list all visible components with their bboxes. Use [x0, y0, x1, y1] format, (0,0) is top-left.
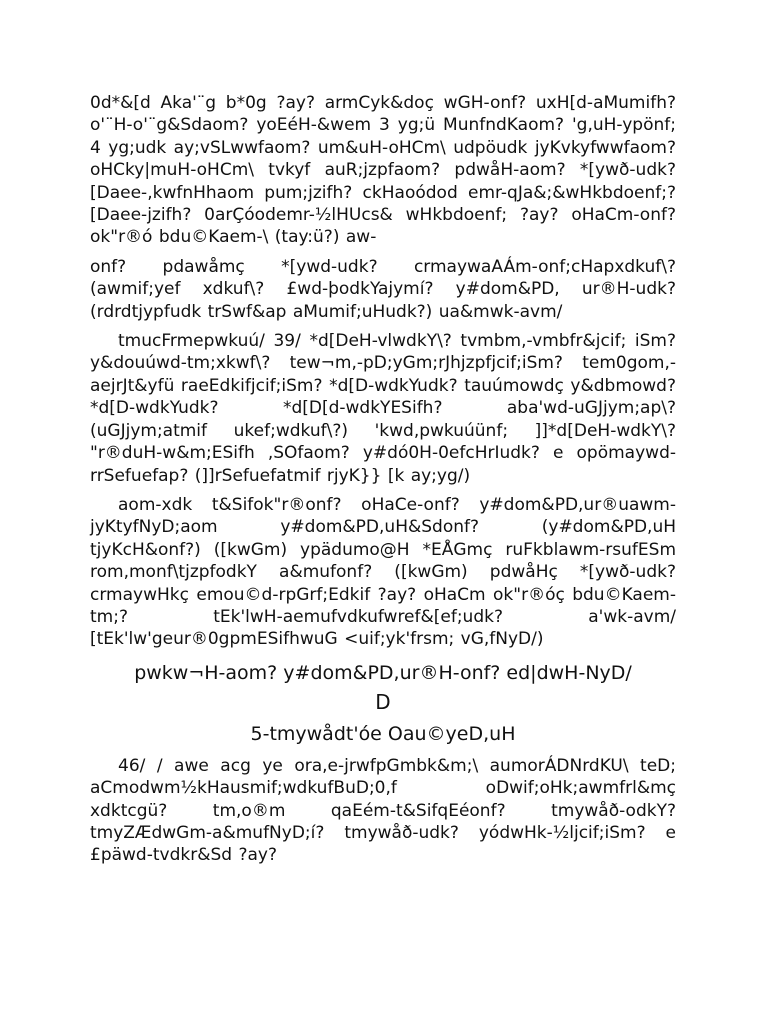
section-title: 5-tmywådt'óe Oau©yeD,uH: [250, 722, 516, 745]
paragraph-4: aom-xdk t&Sifok"r®onf? oHaCe-onf? y#dom&PD,ur®uawm- jyKtyfNyD;aom y#dom&PD,uH&Sdonf? (y#dom&PD,uH tjyKcH&onf?) ([kwGm) ypädumo@H *EÅGmç ruFkblawm-rsufESm rom,monf\tjzpfodkY a&mufonf? ([kwGm) pdwåHç *[ywð-udk? crmaywHkç emou©d-rpGrf;Edkif ?ay? oHaCm ok"r®óç bdu©Kaem-tm;? tEk'lwH-aemufvdkufwref&[ef;udk? a'wk-avm/ [tEk'lw'geur®0gpmESifhwuG <uif;yk'frsm; vG,fNyD/): [90, 494, 676, 650]
paragraph-3: tmucFrmepwkuú/ 39/ *d[DeH-vlwdkY\? tvmbm,-vmbfr&jcif; iSm? y&douúwd-tm;xkwf\? tew¬m,-pD;yGm;rJhjzpfjcif;iSm? tem0gom,-aejrJt&yfü raeEdkifjcif;iSm? *d[D-wdkYudk? tauúmowdç y&dbmowd? *d[D-wdkYudk? *d[D[d-wdkYESifh? aba'wd-uGJjym;ap\? (uGJjym;atmif ukef;wdkuf\?) 'kwd,pwkuúünf; ]]*d[DeH-wdkY\? "r®duH-w&m;ESifh ,SOfaom? y#dó0H-0efcHrIudk? e opömaywd-rrSefuefap? (]]rSefuefatmif rjyK}} [k ay;yg/): [90, 331, 676, 486]
paragraph-5: 46/ / awe acg ye ora,e-jrwfpGmbk&m;\ aumorÁDNrdKU\ teD; aCmodwm½kHausmif;wdkufBuD;0,f oDwif;oHk;awmfrl&mç xdktcgü? tm,o®m qaEém-t&SifqEéonf? tmywåð-odkY? tmyZÆdwGm-a&mufNyD;í? tmywåð-udk? yódwHk-½ljcif;iSm? e £päwd-tvdkr&Sd ?ay?: [90, 755, 676, 866]
section-letter: D: [375, 689, 391, 714]
paragraph-1: 0d*&[d Aka'¨g b*0g ?ay? armCyk&doç wGH-onf? uxH[d-aMumifh? o'¨H-o'¨g&Sdaom? yoEéH-&wem 3 yg;ü MunfndKaom? 'g,uH-ypönf; 4 yg;udk ay;vSLwwfaom? um&uH-oHCm\ udpöudk jyKvkyfwwfaom? oHCky|muH-oHCm\ tvkyf auR;jzpfaom? pdwåH-aom? *[ywð-udk? [Daee-,kwfnHhaom pum;jzifh? ckHaoódod emr-qJa&;&wHkbdoenf;? [Daee-jzifh? 0arÇóodemr-½lHUcs& wHkbdoenf; ?ay? oHaCm-onf? ok"r®ó bdu©Kaem-\ (tay:ü?) aw-: [90, 93, 676, 248]
section-closing-line: pwkw¬H-aom? y#dom&PD,ur®H-onf? ed|dwH-NyD/: [134, 661, 632, 684]
paragraph-2: onf? pdawåmç *[ywd-udk? crmaywaAÁm-onf;cHapxdkuf\? (awmif;yef xdkuf\? £wd-þodkYajymí? y#dom&PD, ur®H-udk? (rdrdtjypfudk trSwf&ap aMumif;uHudk?) ua&mwk-avm/: [90, 256, 676, 322]
